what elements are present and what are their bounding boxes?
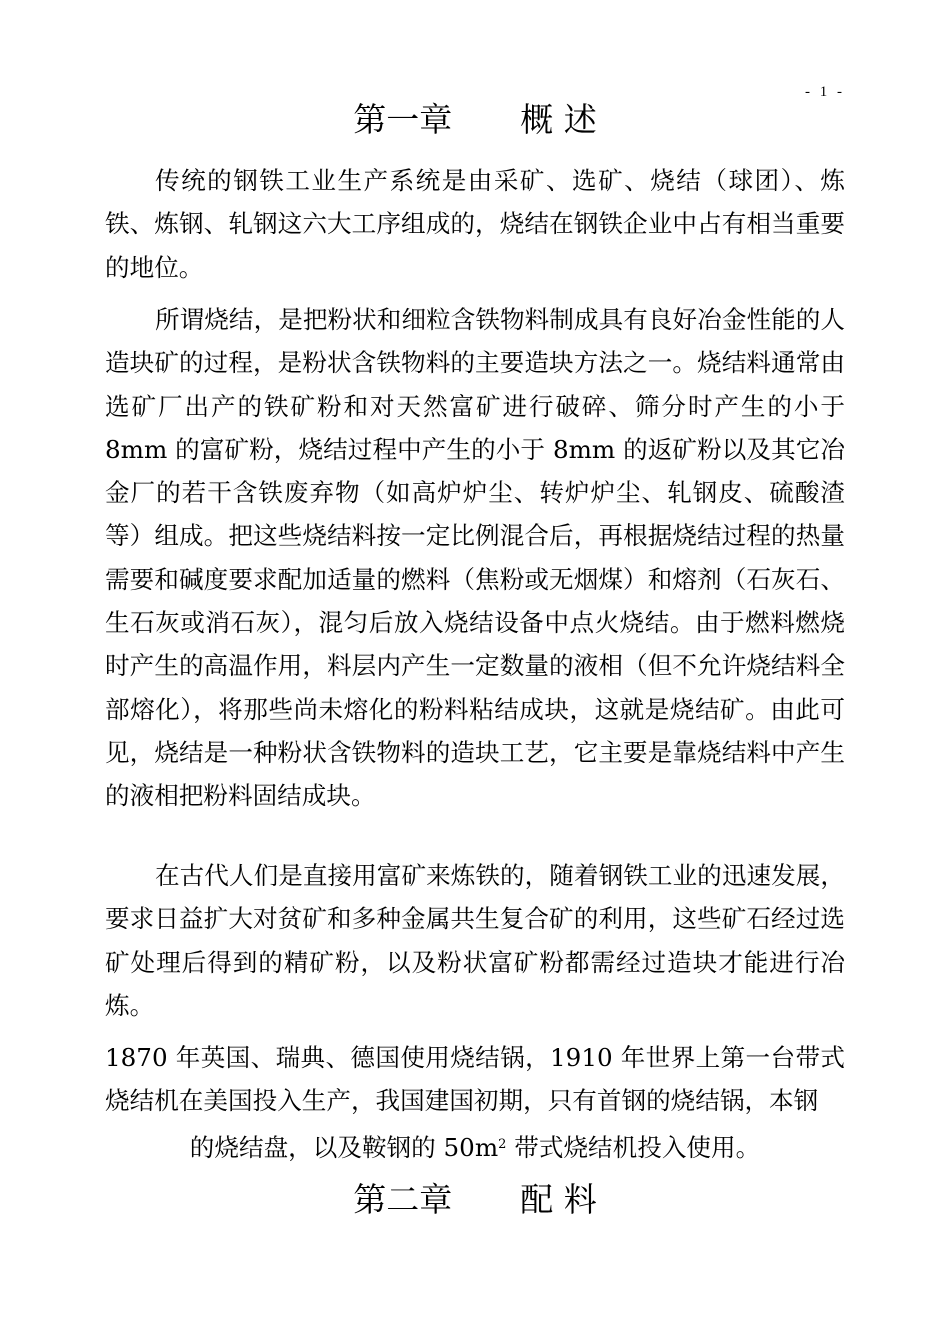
paragraph: 所谓烧结，是把粉状和细粒含铁物料制成具有良好冶金性能的人造块矿的过程，是粉状含铁物料的主要造块方法之一。烧结料通常由选矿厂出产的铁矿粉和对天然富矿进行破碎、筛分时产生的小于 8mm 的富矿粉，烧结过程中产生的小于 8mm 的返矿粉以及其它冶金厂的若干含铁废弃物（如高炉炉尘、转炉炉尘、轧钢皮、硫酸渣等）组成。把这些烧结料按一定比例混合后，再根据烧结过程的热量需要和碱度要求配加适量的燃料（焦粉或无烟煤）和熔剂（石灰石、生石灰或消石灰），混匀后放入烧结设备中点火烧结。由于燃料燃烧时产生的高温作用，料层内产生一定数量的液相（但不允许烧结料全部熔化），将那些尚未熔化的粉料粘结成块，这就是烧结矿。由此可见，烧结是一种粉状含铁物料的造块工艺，它主要是靠烧结料中产生的液相把粉料固结成块。 — [105, 305, 845, 811]
history-line-centered — [105, 1123, 845, 1169]
history-line: 1870 年英国、瑞典、德国使用烧结锅，1910 年世界上第一台带式烧结机在美国投入生产，我国建国初期，只有首钢的烧结锅，本钢 — [105, 1043, 845, 1116]
superscript: 2 — [498, 1136, 507, 1152]
chapter-title: 配 料 — [520, 1180, 597, 1219]
page-number: - 1 - — [805, 84, 845, 100]
history-paragraph — [105, 1036, 845, 1169]
chapter-heading — [0, 100, 950, 140]
history-text: 的烧结盘，以及鞍钢的 50m — [189, 1132, 499, 1162]
chapter-heading — [0, 1180, 950, 1220]
chapter-number: 第二章 — [353, 1180, 453, 1219]
history-text: 带式烧结机投入使用。 — [506, 1132, 761, 1162]
paragraph: 在古代人们是直接用富矿来炼铁的，随着钢铁工业的迅速发展，要求日益扩大对贫矿和多种金属共生复合矿的利用，这些矿石经过选矿处理后得到的精矿粉，以及粉状富矿粉都需经过造块才能进行冶炼。 — [105, 861, 845, 1020]
chapter-number: 第一章 — [353, 100, 453, 139]
chapter-title: 概 述 — [520, 100, 597, 139]
paragraph: 传统的钢铁工业生产系统是由采矿、选矿、烧结（球团）、炼铁、炼钢、轧钢这六大工序组成的，烧结在钢铁企业中占有相当重要的地位。 — [105, 166, 845, 282]
